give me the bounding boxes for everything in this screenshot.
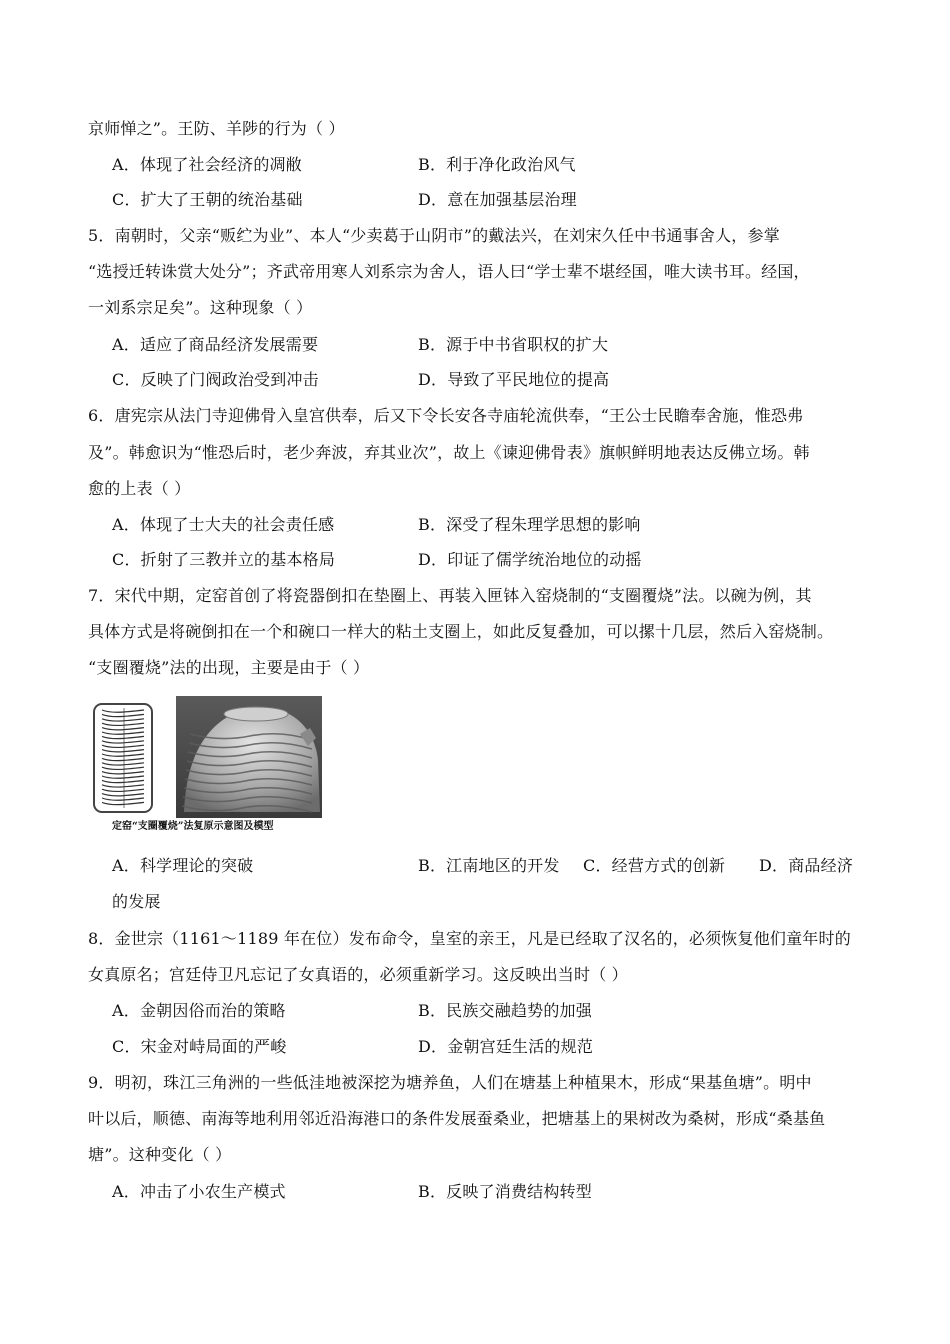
q6-option-d: D．印证了儒学统治地位的动摇 [418, 550, 642, 569]
q5-option-d: D．导致了平民地位的提高 [418, 370, 610, 389]
q4-option-a: A．体现了社会经济的凋敝 [112, 155, 302, 174]
q7-stem-line-2: 具体方式是将碗倒扣在一个和碗口一样大的粘土支圈上，如此反复叠加，可以摞十几层，然后入窑烧制。 [88, 622, 834, 641]
q6-stem-line-3: 愈的上表（ ） [88, 479, 191, 498]
q5-option-b: B．源于中书省职权的扩大 [418, 335, 609, 354]
q6-stem-line-1: 6．唐宪宗从法门寺迎佛骨入皇宫供奉，后又下令长安各寺庙轮流供奉，“王公士民瞻奉舍施，惟恐弗 [88, 406, 804, 425]
stacking-diagram-and-model-image [88, 694, 338, 822]
q7-option-d: D．商品经济 [759, 856, 854, 875]
q4-option-b: B．利于净化政治风气 [418, 155, 576, 174]
q9-stem-line-2: 叶以后，顺德、南海等地利用邻近沿海港口的条件发展蚕桑业，把塘基上的果树改为桑树，形成“桑基鱼 [88, 1109, 826, 1128]
q8-option-c: C．宋金对峙局面的严峻 [112, 1037, 287, 1056]
q5-option-c: C．反映了门阀政治受到冲击 [112, 370, 319, 389]
q8-option-b: B．民族交融趋势的加强 [418, 1001, 592, 1020]
q7-option-a: A．科学理论的突破 [112, 856, 254, 875]
q6-option-a: A．体现了士大夫的社会责任感 [112, 515, 335, 534]
q8-option-a: A．金朝因俗而治的策略 [112, 1001, 286, 1020]
q7-stem-line-1: 7．宋代中期，定窑首创了将瓷器倒扣在垫圈上、再装入匣钵入窑烧制的“支圈覆烧”法。以碗为例，其 [88, 586, 812, 605]
q4-stem-line: 京师惮之”。王防、羊陟的行为（ ） [88, 119, 345, 138]
q5-option-a: A．适应了商品经济发展需要 [112, 335, 319, 354]
q9-stem-line-3: 塘”。这种变化（ ） [88, 1145, 232, 1164]
q5-stem-line-2: “选授迁转诛赏大处分”；齐武帝用寒人刘系宗为舍人，语人曰“学士辈不堪经国，唯大读书耳。经国， [88, 262, 810, 281]
q6-option-b: B．深受了程朱理学思想的影响 [418, 515, 641, 534]
q6-option-c: C．折射了三教并立的基本格局 [112, 550, 336, 569]
q4-option-d: D．意在加强基层治理 [418, 190, 577, 209]
kiln-stacking-figure [88, 694, 338, 840]
q7-stem-line-3: “支圈覆烧”法的出现，主要是由于（ ） [88, 658, 370, 677]
q8-stem-line-1: 8．金世宗（1161～1189 年在位）发布命令，皇室的亲王，凡是已经取了汉名的，必须恢复他们童年时的 [88, 929, 851, 948]
q7-option-d-continued: 的发展 [112, 892, 161, 911]
q5-stem-line-3: 一刘系宗足矣”。这种现象（ ） [88, 298, 313, 317]
q8-option-d: D．金朝宫廷生活的规范 [418, 1037, 594, 1056]
q6-stem-line-2: 及”。韩愈识为“惟恐后时，老少奔波，弃其业次”，故上《谏迎佛骨表》旗帜鲜明地表达反佛立场。韩 [88, 443, 810, 462]
q5-stem-line-1: 5．南朝时，父亲“贩纻为业”、本人“少卖葛于山阴市”的戴法兴，在刘宋久任中书通事舍人，参掌 [88, 226, 780, 245]
q4-option-c: C．扩大了王朝的统治基础 [112, 190, 303, 209]
q8-stem-line-2: 女真原名；宫廷侍卫凡忘记了女真语的，必须重新学习。这反映出当时（ ） [88, 965, 628, 984]
q9-option-b: B．反映了消费结构转型 [418, 1182, 592, 1201]
q9-stem-line-1: 9．明初，珠江三角洲的一些低洼地被深挖为塘养鱼，人们在塘基上种植果木，形成“果基鱼塘”。明中 [88, 1073, 812, 1092]
q7-option-b: B．江南地区的开发 [418, 856, 560, 875]
figure-caption: 定窑“支圈覆烧”法复原示意图及模型 [112, 821, 274, 832]
q7-option-c: C．经营方式的创新 [583, 856, 726, 875]
q9-option-a: A．冲击了小农生产模式 [112, 1182, 286, 1201]
